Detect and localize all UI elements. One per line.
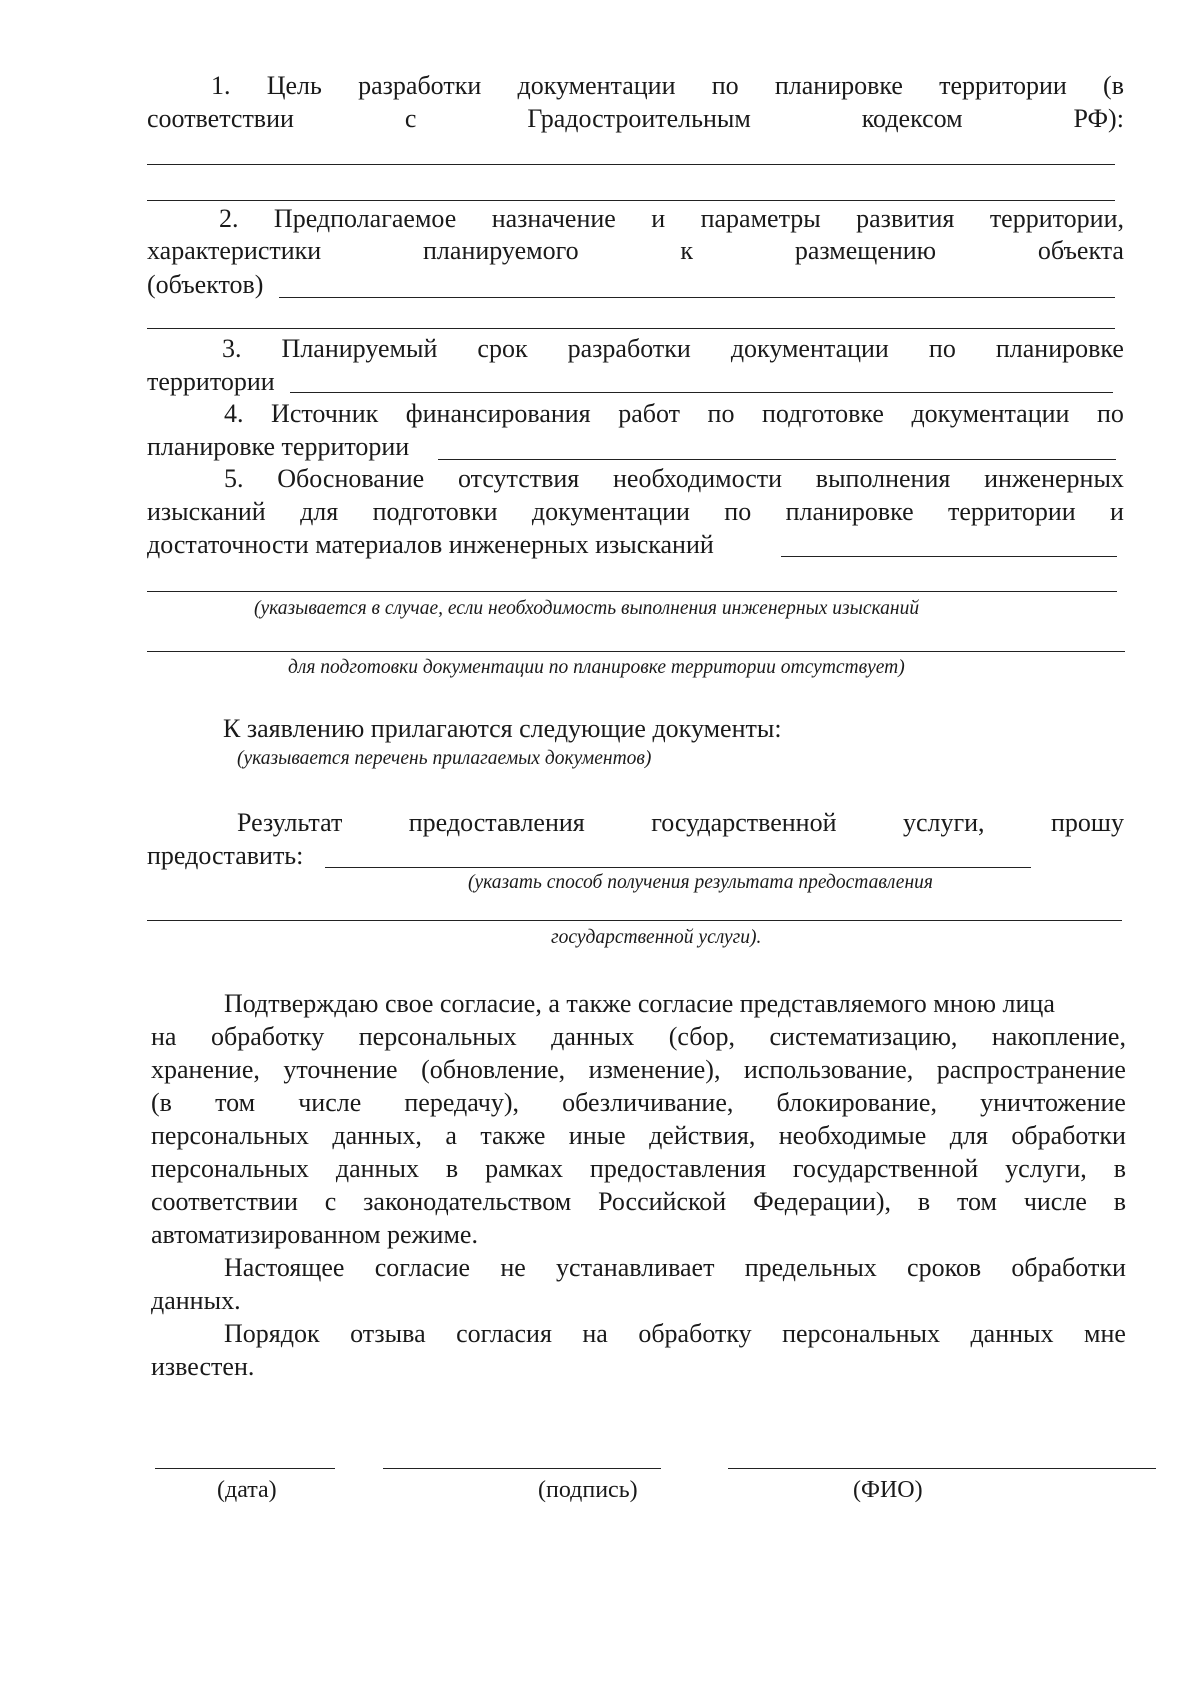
word: иные	[568, 1121, 626, 1150]
consent-line	[151, 1120, 1126, 1152]
word: обработки	[1011, 1253, 1126, 1282]
word: размещению	[794, 236, 937, 265]
word: Предполагаемое	[273, 204, 457, 233]
word: назначение	[491, 204, 616, 233]
word: передачу),	[404, 1088, 520, 1117]
word: Федерации),	[753, 1187, 892, 1216]
word: Обоснование	[277, 464, 425, 493]
word: в	[917, 1187, 931, 1216]
item4-answer-line[interactable]	[438, 459, 1116, 460]
word: по	[707, 399, 735, 428]
word: рамках	[485, 1154, 563, 1183]
item5-answer-line[interactable]	[147, 591, 1117, 592]
word: услуги,	[1005, 1154, 1087, 1183]
word: для	[949, 1121, 988, 1150]
consent-line	[224, 1318, 1126, 1350]
sign-signature-line[interactable]	[383, 1468, 661, 1469]
name-signature-line[interactable]	[728, 1468, 1156, 1469]
word: планировке	[785, 497, 914, 526]
word: Планируемый	[281, 334, 438, 363]
word: на	[151, 1022, 177, 1051]
word: кодексом	[861, 104, 963, 133]
word: соответствии	[151, 1187, 298, 1216]
word: с	[324, 1187, 337, 1216]
word: данных	[970, 1319, 1054, 1348]
consent-line	[151, 1153, 1126, 1185]
word: изысканий	[147, 497, 266, 526]
consent-line: известен.	[151, 1352, 255, 1381]
word: предоставления	[408, 808, 585, 837]
word: территории,	[989, 204, 1124, 233]
word: (обновление,	[421, 1055, 566, 1084]
word: 3.	[222, 334, 242, 363]
word: 1.	[211, 71, 231, 100]
word: систематизацию,	[769, 1022, 958, 1051]
word: сроков	[907, 1253, 982, 1282]
word: прошу	[1051, 808, 1124, 837]
consent-line	[151, 1054, 1126, 1086]
word: характеристики	[147, 236, 322, 265]
word: объекта	[1037, 236, 1124, 265]
word: персональных	[782, 1319, 940, 1348]
result-answer-line[interactable]	[147, 920, 1122, 921]
word: персональных	[358, 1022, 517, 1051]
word: услуги,	[902, 808, 985, 837]
word: срок	[477, 334, 528, 363]
word: по	[724, 497, 752, 526]
word: (в	[151, 1088, 172, 1117]
item5-hint: (указывается в случае, если необходимость выполнения инженерных изысканий	[254, 598, 920, 619]
result-line1	[237, 807, 1124, 839]
result-hint: государственной услуги).	[551, 927, 762, 948]
result-line2: предоставить:	[147, 841, 304, 870]
word: по	[1097, 399, 1124, 428]
word: блокирование,	[776, 1088, 937, 1117]
item4-line1	[224, 398, 1124, 430]
word: с	[404, 104, 417, 133]
word: подготовке	[762, 399, 884, 428]
word: Цель	[266, 71, 322, 100]
item5-answer-line[interactable]	[147, 651, 1125, 652]
word: в	[445, 1154, 459, 1183]
word: соответствии	[147, 104, 294, 133]
item5-line2	[147, 496, 1124, 528]
word: государственной	[651, 808, 837, 837]
item2-line2	[147, 235, 1124, 267]
item1-answer-line	[147, 164, 1115, 165]
word: персональных	[151, 1121, 309, 1150]
word: необходимости	[613, 464, 783, 493]
result-answer-line[interactable]	[325, 867, 1031, 868]
consent-line: данных.	[151, 1286, 241, 1315]
word: законодательством	[363, 1187, 572, 1216]
word: уничтожение	[980, 1088, 1126, 1117]
word: данных	[335, 1154, 419, 1183]
word: накопление,	[991, 1022, 1126, 1051]
word: Градостроительным	[527, 104, 751, 133]
word: документации	[531, 497, 690, 526]
word: Настоящее	[224, 1253, 345, 1282]
word: (сбор,	[668, 1022, 735, 1051]
word: обработку	[210, 1022, 325, 1051]
result-hint: (указать способ получения результата предоставления	[468, 872, 933, 893]
word: согласие	[374, 1253, 471, 1282]
word: разработки	[358, 71, 482, 100]
word: обработки	[1011, 1121, 1126, 1150]
word: числе	[1023, 1187, 1087, 1216]
word: распространение	[936, 1055, 1126, 1084]
item4-line2: планировке территории	[147, 432, 410, 461]
item2-answer-line[interactable]	[147, 328, 1115, 329]
word: в	[1113, 1154, 1126, 1183]
word: территории	[939, 71, 1067, 100]
word: на	[582, 1319, 608, 1348]
word: обезличивание,	[562, 1088, 734, 1117]
word: необходимые	[778, 1121, 927, 1150]
word: территории	[947, 497, 1076, 526]
word: РФ):	[1073, 104, 1124, 133]
word: документации	[517, 71, 676, 100]
item5-line3: достаточности материалов инженерных изысканий	[147, 530, 714, 559]
word: уточнение	[283, 1055, 398, 1084]
word: хранение,	[151, 1055, 260, 1084]
word: согласия	[456, 1319, 552, 1348]
word: предельных	[744, 1253, 877, 1282]
item5-line1	[224, 463, 1124, 495]
word: действия,	[649, 1121, 756, 1150]
name-caption: (ФИО)	[853, 1477, 923, 1503]
word: в	[1113, 1187, 1126, 1216]
word: по	[928, 334, 956, 363]
word: числе	[298, 1088, 362, 1117]
attachments-hint: (указывается перечень прилагаемых документов)	[237, 748, 652, 769]
item3-answer-line[interactable]	[290, 392, 1113, 393]
word: документации	[730, 334, 889, 363]
word: финансирования	[405, 399, 591, 428]
word: Порядок	[224, 1319, 320, 1348]
word: для	[300, 497, 339, 526]
word: (в	[1103, 71, 1124, 100]
word: планируемого	[423, 236, 579, 265]
consent-line	[151, 1087, 1126, 1119]
item2-answer-line[interactable]	[279, 297, 1115, 298]
item1-answer-line	[147, 200, 1115, 201]
word: данных	[551, 1022, 635, 1051]
word: данных,	[332, 1121, 422, 1150]
item2-line3: (объектов)	[147, 270, 264, 299]
word: использование,	[743, 1055, 914, 1084]
word: к	[680, 236, 694, 265]
word: планировке	[774, 71, 903, 100]
word: изменение),	[588, 1055, 721, 1084]
item3-line2: территории	[147, 367, 275, 396]
word: планировке	[995, 334, 1124, 363]
item5-hint: для подготовки документации по планировке территории отсутствует)	[288, 657, 905, 678]
word: параметры	[700, 204, 821, 233]
item5-answer-line[interactable]	[781, 556, 1117, 557]
date-signature-line[interactable]	[155, 1468, 335, 1469]
word: том	[956, 1187, 997, 1216]
word: 5.	[224, 464, 244, 493]
word: выполнения	[815, 464, 951, 493]
word: устанавливает	[556, 1253, 715, 1282]
item1-line2	[147, 103, 1124, 135]
item1-line1	[211, 70, 1124, 102]
attachments-title: К заявлению прилагаются следующие документы:	[223, 714, 782, 743]
consent-line	[151, 1021, 1126, 1053]
word: по	[711, 71, 739, 100]
word: том	[215, 1088, 256, 1117]
sign-caption: (подпись)	[538, 1477, 638, 1503]
word: обработку	[638, 1319, 752, 1348]
word: персональных	[151, 1154, 309, 1183]
word: Результат	[237, 808, 343, 837]
word: развития	[856, 204, 955, 233]
word: разработки	[567, 334, 691, 363]
word: также	[480, 1121, 546, 1150]
consent-line	[224, 1252, 1126, 1284]
word: Российской	[598, 1187, 727, 1216]
word: 2.	[219, 204, 239, 233]
item3-line1	[222, 333, 1124, 365]
word: и	[1110, 497, 1124, 526]
word: работ	[618, 399, 680, 428]
word: 4.	[224, 399, 244, 428]
word: не	[500, 1253, 526, 1282]
date-caption: (дата)	[217, 1477, 277, 1503]
word: мне	[1084, 1319, 1126, 1348]
word: подготовки	[372, 497, 498, 526]
consent-line: автоматизированном режиме.	[151, 1220, 478, 1249]
word: документации	[911, 399, 1070, 428]
word: а	[445, 1121, 457, 1150]
word: предоставления	[589, 1154, 766, 1183]
word: инженерных	[984, 464, 1124, 493]
word: и	[651, 204, 666, 233]
item2-line1	[219, 203, 1124, 235]
consent-line: Подтверждаю свое согласие, а также согласие представляемого мною лица	[224, 989, 1055, 1018]
word: Источник	[271, 399, 379, 428]
word: государственной	[792, 1154, 979, 1183]
consent-line	[151, 1186, 1126, 1218]
word: отсутствия	[457, 464, 580, 493]
word: отзыва	[350, 1319, 426, 1348]
